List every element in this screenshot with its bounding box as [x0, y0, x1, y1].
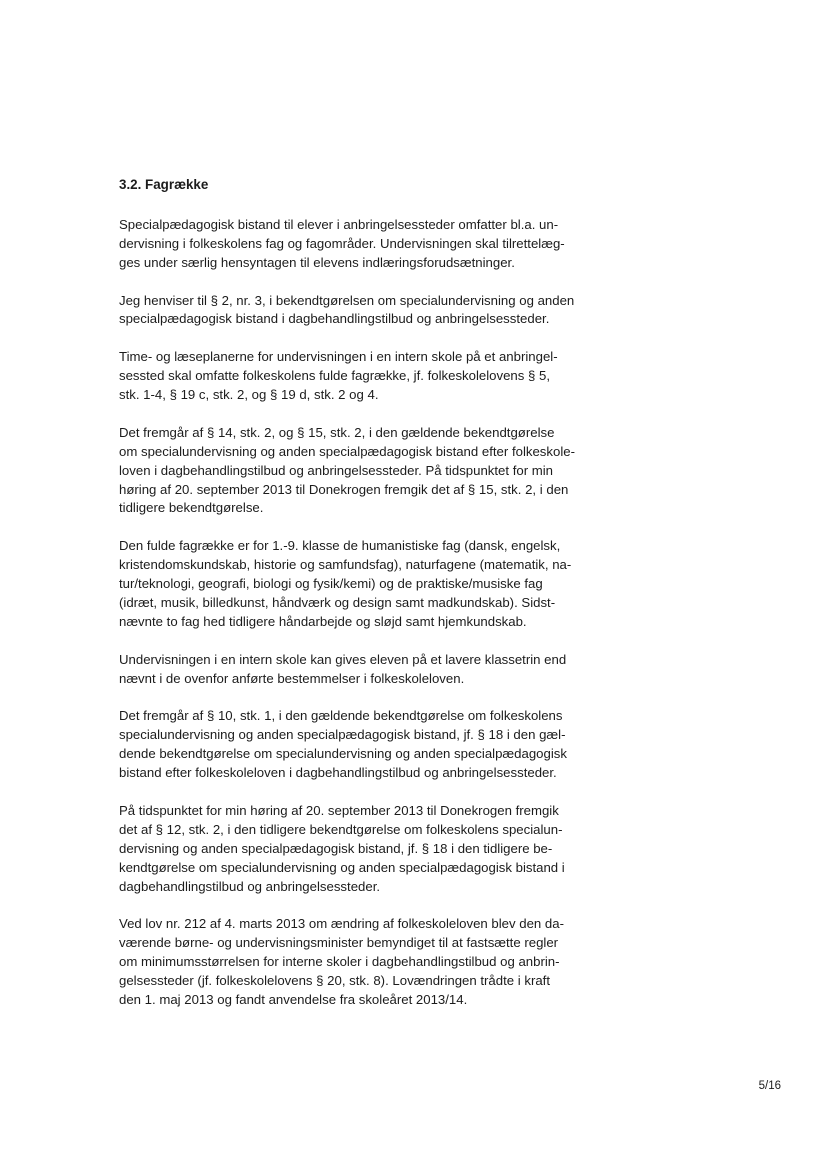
paragraph-line: Ved lov nr. 212 af 4. marts 2013 om ændring af folkeskoleloven blev den da- [119, 916, 564, 932]
paragraph [119, 707, 589, 783]
paragraph [119, 802, 589, 897]
paragraph-line: dervisning og anden specialpædagogisk bistand, jf. § 18 i den tidligere be- [119, 840, 553, 856]
paragraph-line: Det fremgår af § 10, stk. 1, i den gældende bekendtgørelse om folkeskolens [119, 708, 563, 724]
paragraph [119, 424, 589, 519]
paragraph [119, 651, 589, 689]
paragraph-line: På tidspunktet for min høring af 20. september 2013 til Donekrogen fremgik [119, 802, 559, 818]
paragraph [119, 292, 589, 330]
paragraph-line: sessted skal omfatte folkeskolens fulde fagrække, jf. folkeskolelovens § 5, [119, 368, 551, 384]
paragraph-line: nævnt i de ovenfor anførte bestemmelser i folkeskoleloven. [119, 670, 465, 686]
section-heading: 3.2. Fagrække [119, 177, 209, 192]
paragraph-line: om minimumsstørrelsen for interne skoler i dagbehandlingstilbud og anbrin- [119, 954, 560, 970]
paragraph-line: kendtgørelse om specialundervisning og anden specialpædagogisk bistand i [119, 859, 565, 875]
paragraph-line: stk. 1-4, § 19 c, stk. 2, og § 19 d, stk. 2 og 4. [119, 387, 379, 403]
paragraph-line: det af § 12, stk. 2, i den tidligere bekendtgørelse om folkeskolens specialun- [119, 821, 563, 837]
paragraph-line: gelsessteder (jf. folkeskolelovens § 20, stk. 8). Lovændringen trådte i kraft [119, 973, 551, 989]
paragraph-line: den 1. maj 2013 og fandt anvendelse fra skoleåret 2013/14. [119, 991, 468, 1007]
paragraph-line: høring af 20. september 2013 til Donekrogen fremgik det af § 15, stk. 2, i den [119, 481, 569, 497]
paragraph-line: Undervisningen i en intern skole kan gives eleven på et lavere klassetrin end [119, 651, 567, 667]
paragraph-line: kristendomskundskab, historie og samfundsfag), naturfagene (matematik, na- [119, 557, 572, 573]
paragraph-line: Den fulde fagrække er for 1.-9. klasse de humanistiske fag (dansk, engelsk, [119, 538, 561, 554]
paragraph-line: nævnte to fag hed tidligere håndarbejde og sløjd samt hjemkundskab. [119, 613, 527, 629]
paragraph [119, 348, 589, 405]
paragraph-line: ges under særlig hensyntagen til elevens indlæringsforudsætninger. [119, 254, 515, 270]
paragraph-line: værende børne- og undervisningsminister bemyndiget til at fastsætte regler [119, 935, 559, 951]
paragraph-list [119, 216, 589, 1010]
page-number: 5/16 [758, 1080, 781, 1092]
paragraph-line: specialpædagogisk bistand i dagbehandlingstilbud og anbringelsessteder. [119, 311, 550, 327]
paragraph-line: bistand efter folkeskoleloven i dagbehandlingstilbud og anbringelsessteder. [119, 765, 557, 781]
paragraph [119, 537, 589, 632]
paragraph-line: dervisning i folkeskolens fag og fagområder. Undervisningen skal tilrettelæg- [119, 235, 565, 251]
paragraph-line: dagbehandlingstilbud og anbringelsessteder. [119, 878, 381, 894]
paragraph-line: tur/teknologi, geografi, biologi og fysik/kemi) og de praktiske/musiske fag [119, 576, 543, 592]
paragraph-line: dende bekendtgørelse om specialundervisning og anden specialpædagogisk [119, 746, 567, 762]
paragraph-line: (idræt, musik, billedkunst, håndværk og design samt madkundskab). Sidst- [119, 594, 556, 610]
paragraph-line: loven i dagbehandlingstilbud og anbringelsessteder. På tidspunktet for min [119, 462, 554, 478]
document-body [119, 176, 589, 1029]
paragraph-line: Jeg henviser til § 2, nr. 3, i bekendtgørelsen om specialundervisning og anden [119, 292, 575, 308]
paragraph-line: Det fremgår af § 14, stk. 2, og § 15, stk. 2, i den gældende bekendtgørelse [119, 424, 555, 440]
paragraph-line: Specialpædagogisk bistand til elever i anbringelsessteder omfatter bl.a. un- [119, 216, 559, 232]
paragraph-line: om specialundervisning og anden specialpædagogisk bistand efter folkeskole- [119, 443, 575, 459]
paragraph-line: tidligere bekendtgørelse. [119, 500, 264, 516]
paragraph [119, 216, 589, 273]
paragraph-line: specialundervisning og anden specialpædagogisk bistand, jf. § 18 i den gæl- [119, 727, 566, 743]
paragraph-line: Time- og læseplanerne for undervisningen i en intern skole på et anbringel- [119, 349, 558, 365]
paragraph [119, 915, 589, 1010]
